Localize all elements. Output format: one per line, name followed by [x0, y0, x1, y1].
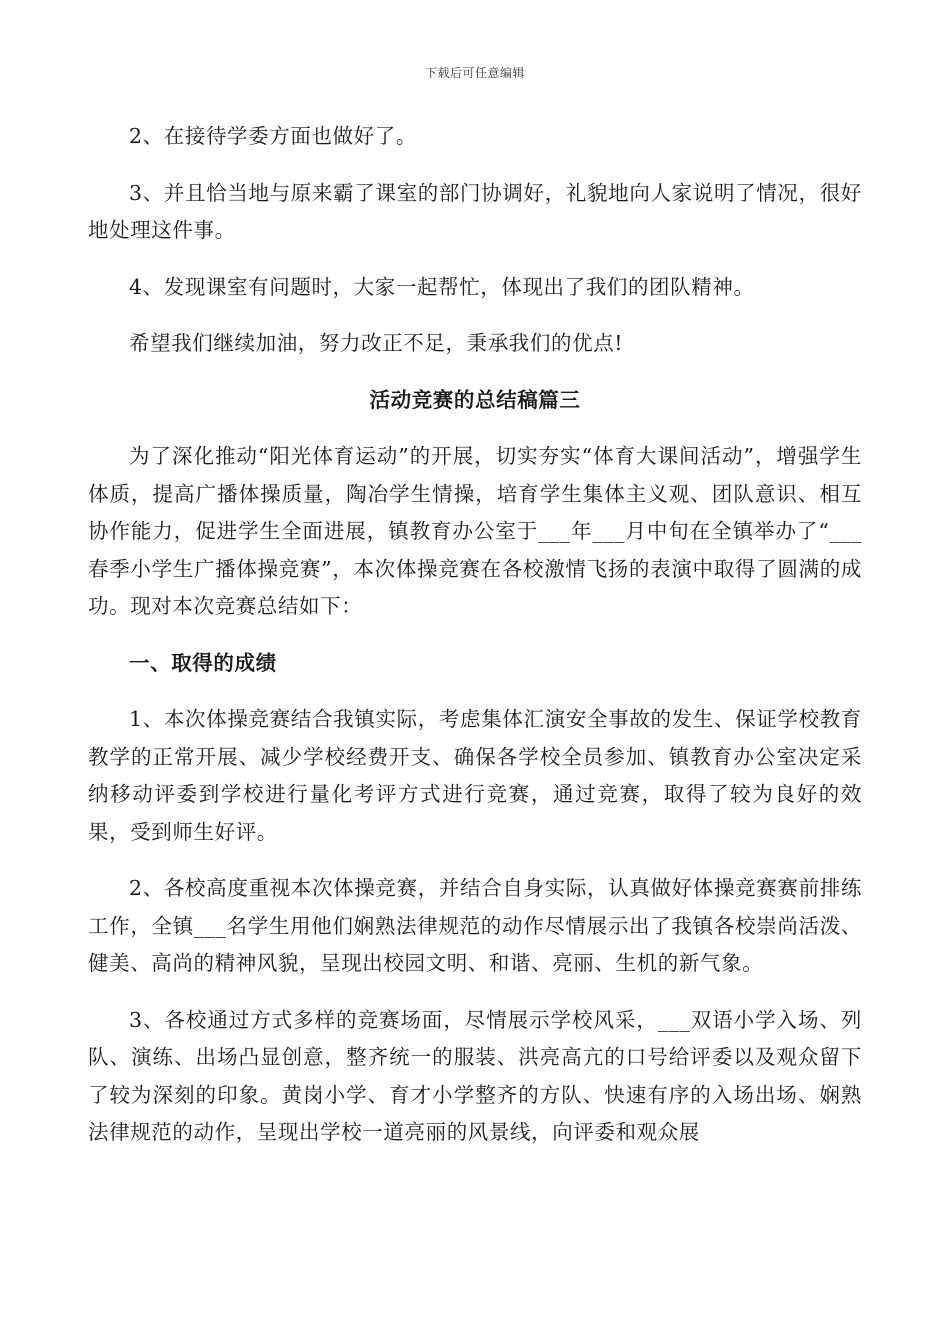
section-title: 活动竞赛的总结稿篇三	[369, 387, 581, 412]
paragraph-achievement-2: 2、各校高度重视本次体操竞赛，并结合自身实际，认真做好体操竞赛赛前排练工作，全镇___名学生用他们娴熟法律规范的动作尽情展示出了我镇各校崇尚活泼、健美、高尚的精神风貌，呈现出校园文明、和谐、亮丽、生机的新气象。	[88, 876, 862, 975]
paragraph-intro: 为了深化推动“阳光体育运动”的开展，切实夯实“体育大课间活动”，增强学生体质，提高广播体操质量，陶冶学生情操，培育学生集体主义观、团队意识、相互协作能力，促进学生全面进展，镇教育办公室于___年___月中旬在全镇举办了“___春季小学生广播体操竞赛”，本次体操竞赛在各校激情飞扬的表演中取得了圆满的成功。现对本次竞赛总结如下：	[88, 444, 862, 618]
paragraph-item-3: 3、并且恰当地与原来霸了课室的部门协调好，礼貌地向人家说明了情况，很好地处理这件事。	[88, 180, 862, 242]
section-heading: 一、取得的成绩	[129, 650, 277, 675]
paragraph-item-4: 4、发现课室有问题时，大家一起帮忙，体现出了我们的团队精神。	[129, 274, 755, 299]
paragraph-achievement-1: 1、本次体操竞赛结合我镇实际，考虑集体汇演安全事故的发生、保证学校教育教学的正常开展、减少学校经费开支、确保各学校全员参加、镇教育办公室决定采纳移动评委到学校进行量化考评方式进行竞赛，通过竞赛，取得了较为良好的效果，受到师生好评。	[88, 707, 862, 844]
paragraph-achievement-3: 3、各校通过方式多样的竞赛场面，尽情展示学校风采，___双语小学入场、列队、演练、出场凸显创意，整齐统一的服装、洪亮高亢的口号给评委以及观众留下了较为深刻的印象。黄岗小学、育才小学整齐的方队、快速有序的入场出场、娴熟法律规范的动作，呈现出学校一道亮丽的风景线，向评委和观众展	[88, 1007, 862, 1144]
page-header: 下载后可任意编辑	[424, 66, 525, 80]
document-body	[88, 118, 862, 1171]
paragraph-item-2: 2、在接待学委方面也做好了。	[129, 124, 417, 148]
paragraph-closing: 希望我们继续加油，努力改正不足，秉承我们的优点!	[129, 331, 624, 355]
